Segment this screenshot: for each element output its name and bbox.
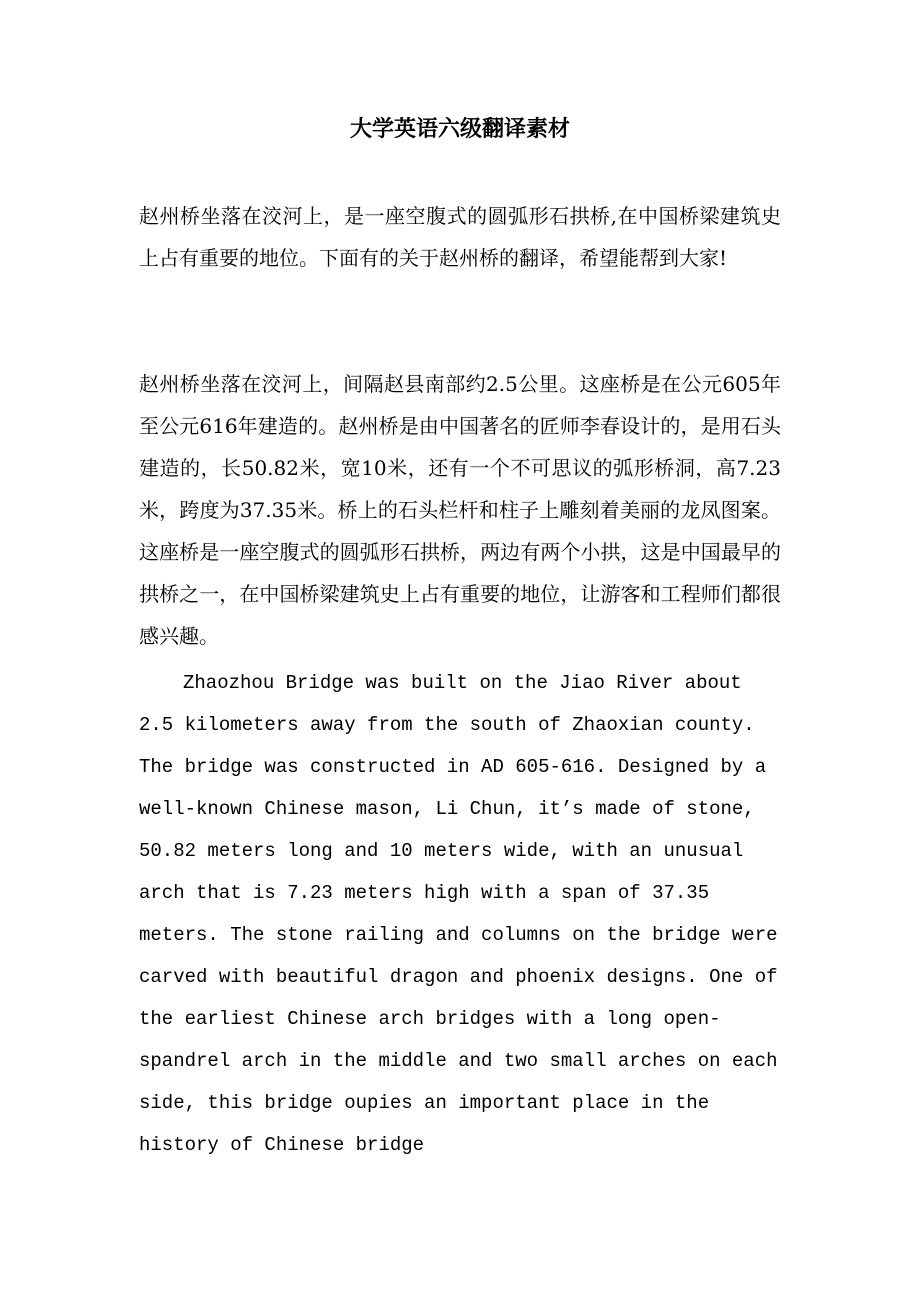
chinese-translation-paragraph: 赵州桥坐落在洨河上，间隔赵县南部约2.5公里。这座桥是在公元605年至公元616年建造的。赵州桥是由中国著名的匠师李春设计的，是用石头建造的，长50.82米，宽10米，还有一个不可思议的弧形桥洞，高7.23米，跨度为37.35米。桥上的石头栏杆和柱子上雕刻着美丽的龙凤图案。这座桥是一座空腹式的圆弧形石拱桥，两边有两个小拱，这是中国最早的拱桥之一，在中国桥梁建筑史上占有重要的地位，让游客和工程师们都很感兴趣。 (139, 372, 781, 648)
intro-paragraph: 赵州桥坐落在洨河上，是一座空腹式的圆弧形石拱桥,在中国桥梁建筑史上占有重要的地位。下面有的关于赵州桥的翻译，希望能帮到大家! (139, 204, 781, 270)
document-title: 大学英语六级翻译素材 (349, 116, 570, 142)
english-translation-paragraph: Zhaozhou Bridge was built on the Jiao River about 2.5 kilometers away from the south of Zhaoxian county. The bridge was constructed in AD 605-616. Designed by a well-known Chinese mason, Li Chun, it’s made of stone, 50.82 meters long and 10 meters wide, with an unusual arch that is 7.23 meters high with a span of 37.35 meters. The stone railing and columns on the bridge were carved with beautiful dragon and phoenix designs. One of the earliest Chinese arch bridges with a long open-spandrel arch in the middle and two small arches on each side, this bridge oupies an important place in the history of Chinese bridge (139, 672, 778, 1156)
